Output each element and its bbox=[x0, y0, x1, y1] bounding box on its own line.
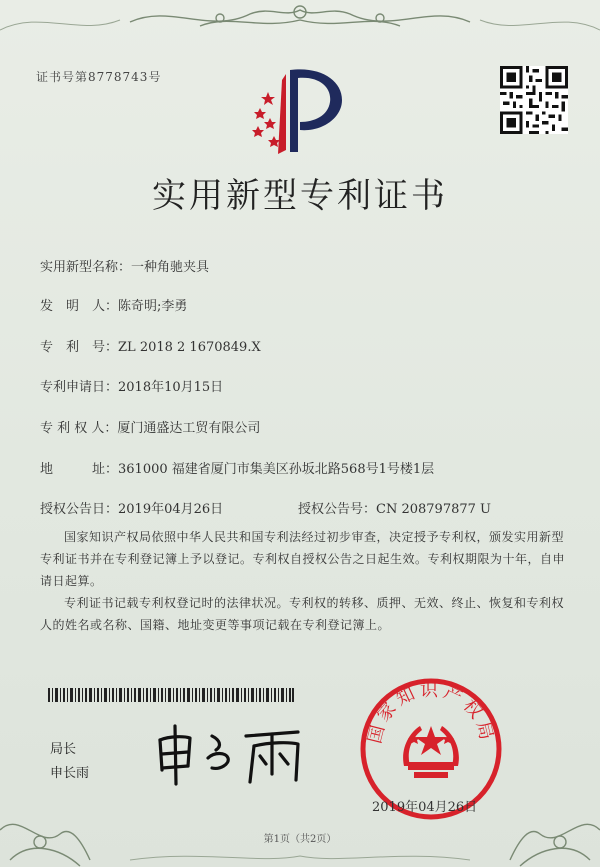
field-value: 2019年04月26日 bbox=[118, 502, 224, 517]
field-application-date bbox=[40, 376, 223, 395]
field-value: 2018年10月15日 bbox=[118, 380, 224, 395]
cnipa-logo-icon bbox=[250, 60, 360, 160]
top-ornament-border bbox=[0, 0, 600, 40]
field-grant-announcement-number bbox=[298, 498, 491, 517]
field-label: 地 址： bbox=[40, 462, 119, 477]
field-label: 授权公告号： bbox=[298, 502, 377, 517]
qr-code-icon bbox=[500, 66, 568, 134]
grant-statement-paragraph: 国家知识产权局依照中华人民共和国专利法经过初步审查，决定授予专利权，颁发实用新型专利证书并在专利登记簿上予以登记。专利权自授权公告之日起生效。专利权期限为十年，自申请日起算。 bbox=[40, 530, 566, 588]
field-value: 厦门通盛达工贸有限公司 bbox=[117, 421, 261, 436]
field-grant-announcement-date bbox=[40, 498, 223, 517]
field-value: 361000 福建省厦门市集美区孙坂北路568号1号楼1层 bbox=[118, 462, 435, 477]
field-label: 专利申请日： bbox=[40, 380, 119, 395]
director-title: 局长 bbox=[50, 742, 77, 757]
field-value: 一种角驰夹具 bbox=[131, 260, 210, 275]
field-label: 专 利 号： bbox=[40, 340, 119, 355]
certificate-number: 证书号第8778743号 bbox=[36, 70, 162, 84]
field-value: ZL 2018 2 1670849.X bbox=[118, 340, 261, 355]
field-label: 发 明 人： bbox=[40, 299, 119, 314]
field-inventor bbox=[40, 295, 187, 314]
director-name: 申长雨 bbox=[50, 766, 90, 781]
field-patentee bbox=[40, 417, 260, 436]
field-value: CN 208797877 U bbox=[376, 502, 491, 517]
certificate-title: 实用新型专利证书 bbox=[152, 176, 448, 216]
field-patent-number bbox=[40, 336, 261, 355]
page-number: 第1页（共2页） bbox=[263, 834, 337, 845]
bottom-ornament-border bbox=[0, 790, 600, 867]
field-label: 专 利 权 人： bbox=[40, 421, 118, 436]
seal-date: 2019年04月26日 bbox=[372, 800, 478, 815]
seal-text: 国家知识产权局 bbox=[364, 680, 498, 746]
field-utility-model-name bbox=[40, 256, 209, 275]
field-value: 陈奇明;李勇 bbox=[118, 299, 188, 314]
field-address bbox=[40, 458, 434, 477]
signature-icon bbox=[150, 718, 310, 788]
legal-status-paragraph: 专利证书记载专利权登记时的法律状况。专利权的转移、质押、无效、终止、恢复和专利权人的姓名或名称、国籍、地址变更等事项记载在专利登记簿上。 bbox=[40, 596, 565, 632]
field-label: 授权公告日： bbox=[40, 502, 119, 517]
field-label: 实用新型名称： bbox=[40, 260, 132, 275]
barcode-icon bbox=[48, 688, 294, 702]
